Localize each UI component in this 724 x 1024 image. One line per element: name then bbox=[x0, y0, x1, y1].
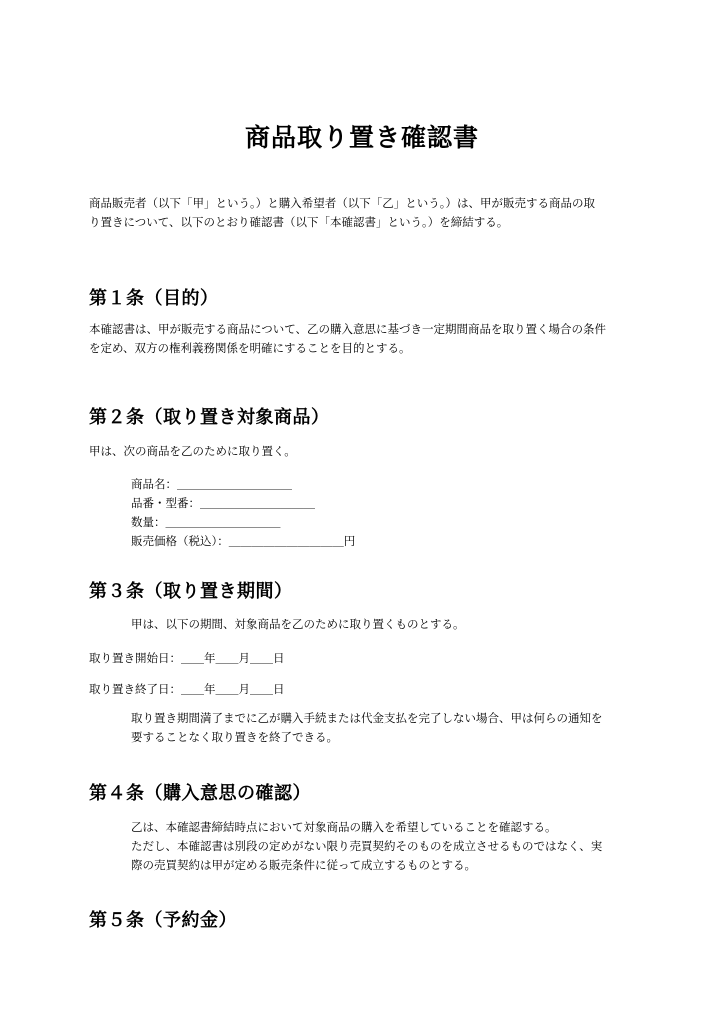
article-5-heading: 第５条（予約金） bbox=[89, 910, 237, 931]
article-1-heading: 第１条（目的） bbox=[89, 288, 219, 309]
article-4-line: 際の売買契約は甲が定める販売条件に従って成立するものとする。 bbox=[131, 858, 476, 872]
preamble-line: 商品販売者（以下「甲」という。）と購入希望者（以下「乙」という。）は、甲が販売する商品の取 bbox=[89, 196, 595, 210]
article-4-heading: 第４条（購入意思の確認） bbox=[89, 783, 311, 804]
article-4-line: 乙は、本確認書締結時点において対象商品の購入を希望していることを確認する。 bbox=[131, 820, 557, 834]
article-2-items bbox=[131, 475, 571, 551]
preamble-line: り置きについて、以下のとおり確認書（以下「本確認書」という。）を締結する。 bbox=[89, 215, 509, 229]
item-quantity: 数量：＿＿＿＿＿＿＿＿＿＿ bbox=[131, 515, 281, 529]
item-product-name: 商品名：＿＿＿＿＿＿＿＿＿＿ bbox=[131, 477, 292, 491]
preamble bbox=[89, 194, 649, 232]
article-4-body bbox=[131, 818, 651, 875]
article-1-line: を定め、双方の権利義務関係を明確にすることを目的とする。 bbox=[89, 341, 411, 355]
article-1-line: 本確認書は、甲が販売する商品について、乙の購入意思に基づき一定期間商品を取り置く場合の条件 bbox=[89, 322, 607, 336]
article-2-heading: 第２条（取り置き対象商品） bbox=[89, 407, 330, 428]
article-3-intro: 甲は、以下の期間、対象商品を乙のために取り置くものとする。 bbox=[131, 617, 465, 631]
article-2-intro: 甲は、次の商品を乙のために取り置く。 bbox=[89, 444, 296, 458]
article-3-note-line: 取り置き期間満了までに乙が購入手続または代金支払を完了しない場合、甲は何らの通知を bbox=[131, 711, 603, 725]
hold-end-date: 取り置き終了日：＿＿年＿＿月＿＿日 bbox=[89, 682, 285, 696]
article-3-note-line: 要することなく取り置きを終了できる。 bbox=[131, 730, 338, 744]
item-model-number: 品番・型番：＿＿＿＿＿＿＿＿＿＿ bbox=[131, 496, 315, 510]
article-4-line: ただし、本確認書は別段の定めがない限り売買契約そのものを成立させるものではなく、実 bbox=[131, 839, 603, 853]
article-3-heading: 第３条（取り置き期間） bbox=[89, 581, 293, 602]
article-1-body bbox=[89, 320, 649, 358]
hold-start-date: 取り置き開始日：＿＿年＿＿月＿＿日 bbox=[89, 651, 285, 665]
item-price: 販売価格（税込）：＿＿＿＿＿＿＿＿＿＿円 bbox=[131, 534, 356, 548]
document-title: 商品取り置き確認書 bbox=[244, 123, 479, 152]
article-3-note bbox=[131, 709, 651, 747]
